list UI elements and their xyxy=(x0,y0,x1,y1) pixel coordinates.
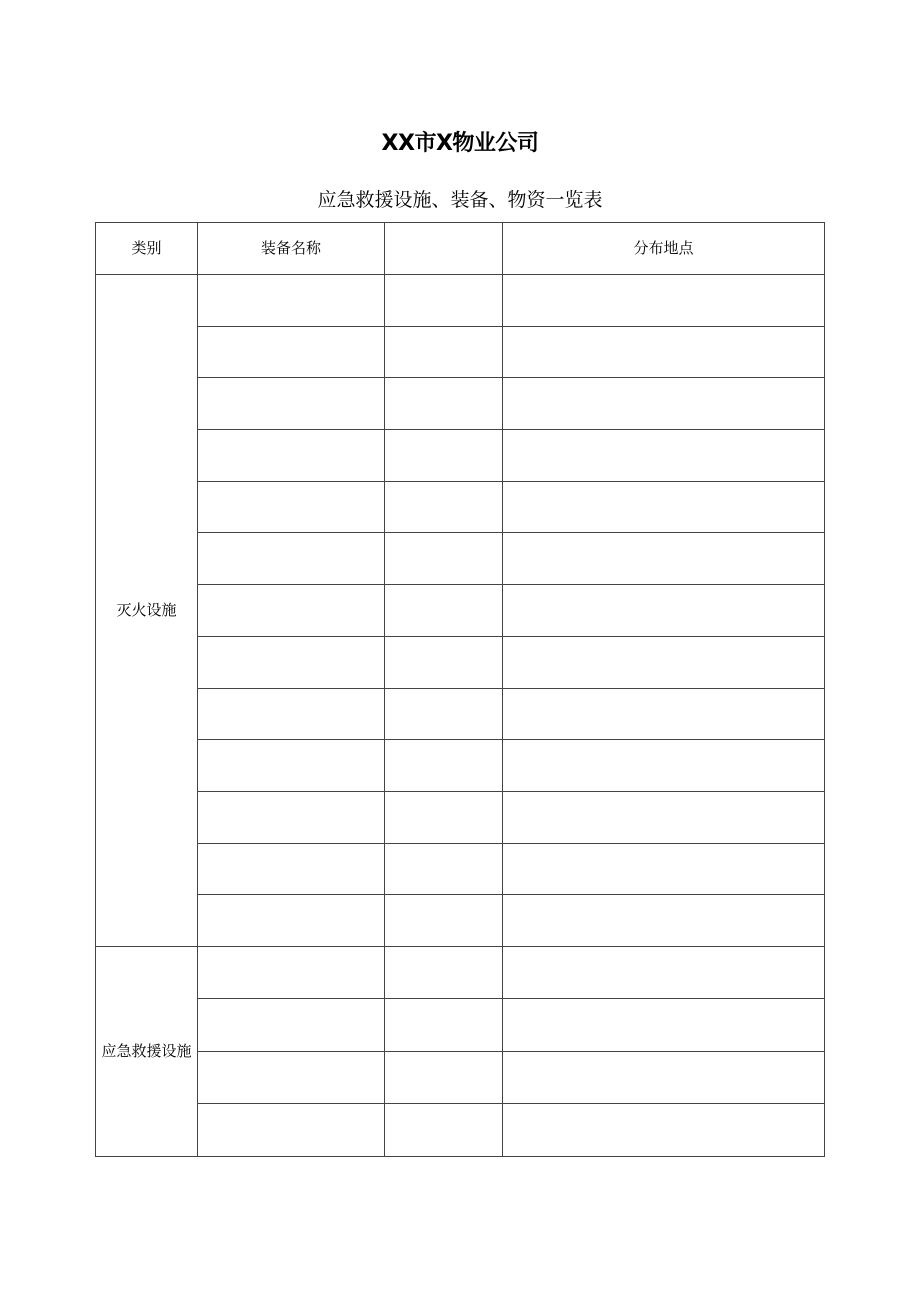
table-cell[interactable] xyxy=(385,791,503,843)
table-cell[interactable] xyxy=(198,999,385,1052)
table-cell[interactable] xyxy=(385,533,503,585)
table-cell[interactable] xyxy=(503,585,825,637)
table-row xyxy=(96,999,825,1052)
table-row xyxy=(96,326,825,378)
table-cell[interactable] xyxy=(503,533,825,585)
table-cell[interactable] xyxy=(198,688,385,740)
table-cell[interactable] xyxy=(385,326,503,378)
table-cell[interactable] xyxy=(198,1104,385,1157)
table-cell[interactable] xyxy=(503,740,825,792)
table-cell[interactable] xyxy=(198,378,385,430)
table-cell[interactable] xyxy=(503,1051,825,1104)
table-cell[interactable] xyxy=(385,843,503,895)
table-cell[interactable] xyxy=(503,326,825,378)
table-cell[interactable] xyxy=(198,740,385,792)
table-row xyxy=(96,688,825,740)
table-cell[interactable] xyxy=(198,843,385,895)
category-fire-facilities: 灭火设施 xyxy=(96,275,198,947)
table-cell[interactable] xyxy=(503,430,825,482)
document-subtitle: 应急救援设施、装备、物资一览表 xyxy=(317,189,603,211)
table-header-row xyxy=(96,223,825,275)
table-row xyxy=(96,585,825,637)
document-title: XX市X物业公司 xyxy=(381,131,539,156)
table-cell[interactable] xyxy=(385,999,503,1052)
table-row xyxy=(96,378,825,430)
table-row xyxy=(96,275,825,327)
table-cell[interactable] xyxy=(385,1051,503,1104)
table-row xyxy=(96,1051,825,1104)
table-cell[interactable] xyxy=(198,326,385,378)
table-cell[interactable] xyxy=(503,275,825,327)
table-cell[interactable] xyxy=(385,585,503,637)
table-cell[interactable] xyxy=(198,585,385,637)
table-row xyxy=(96,791,825,843)
header-equipment-name: 装备名称 xyxy=(198,223,385,275)
table-row xyxy=(96,533,825,585)
table-row xyxy=(96,946,825,999)
table-row xyxy=(96,1104,825,1157)
table-cell[interactable] xyxy=(385,275,503,327)
table-cell[interactable] xyxy=(385,740,503,792)
table-cell[interactable] xyxy=(503,843,825,895)
table-cell[interactable] xyxy=(198,946,385,999)
equipment-table xyxy=(95,222,825,1157)
table-cell[interactable] xyxy=(503,636,825,688)
table-cell[interactable] xyxy=(503,999,825,1052)
header-blank xyxy=(385,223,503,275)
category-emergency-rescue-facilities: 应急救援设施 xyxy=(96,946,198,1156)
table-cell[interactable] xyxy=(503,895,825,947)
table-cell[interactable] xyxy=(198,481,385,533)
table-cell[interactable] xyxy=(198,636,385,688)
table-cell[interactable] xyxy=(385,430,503,482)
table-cell[interactable] xyxy=(198,275,385,327)
table-cell[interactable] xyxy=(385,481,503,533)
header-location: 分布地点 xyxy=(503,223,825,275)
table-cell[interactable] xyxy=(198,895,385,947)
table-cell[interactable] xyxy=(385,946,503,999)
table-row xyxy=(96,481,825,533)
table-cell[interactable] xyxy=(198,791,385,843)
table-row xyxy=(96,636,825,688)
table-cell[interactable] xyxy=(503,791,825,843)
table-cell[interactable] xyxy=(385,636,503,688)
table-row xyxy=(96,430,825,482)
table-cell[interactable] xyxy=(198,430,385,482)
table-row xyxy=(96,895,825,947)
table-cell[interactable] xyxy=(385,378,503,430)
table-cell[interactable] xyxy=(503,688,825,740)
table-cell[interactable] xyxy=(503,1104,825,1157)
table-cell[interactable] xyxy=(503,946,825,999)
header-category: 类别 xyxy=(96,223,198,275)
table-cell[interactable] xyxy=(198,533,385,585)
table-cell[interactable] xyxy=(385,895,503,947)
table-cell[interactable] xyxy=(385,688,503,740)
table-row xyxy=(96,740,825,792)
table-cell[interactable] xyxy=(503,378,825,430)
table-cell[interactable] xyxy=(198,1051,385,1104)
table-cell[interactable] xyxy=(503,481,825,533)
table-cell[interactable] xyxy=(385,1104,503,1157)
table-row xyxy=(96,843,825,895)
